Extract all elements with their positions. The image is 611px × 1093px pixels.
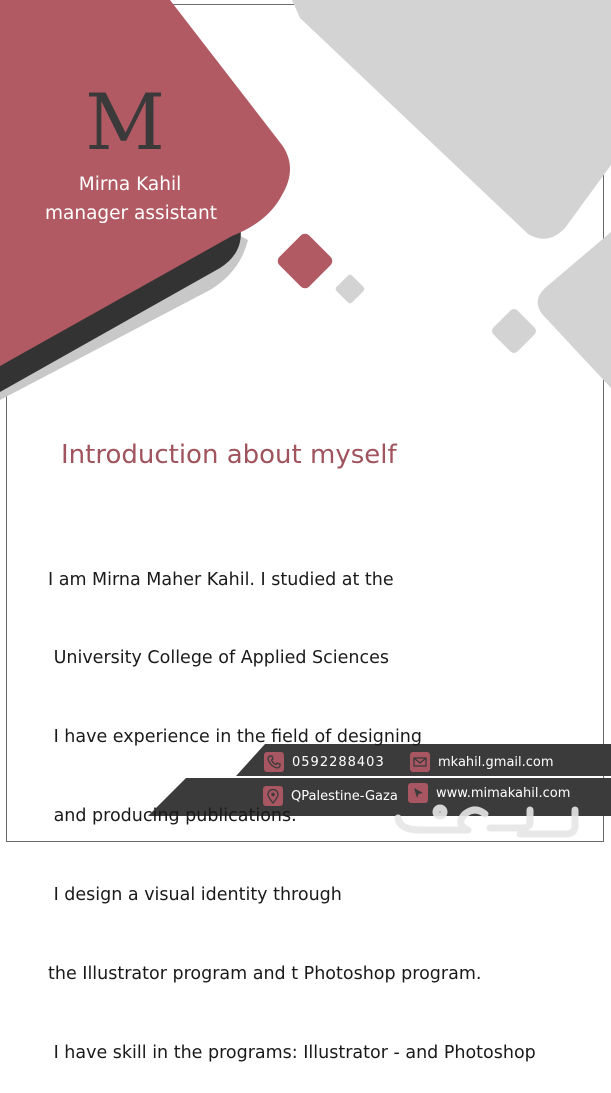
job-title: manager assistant bbox=[45, 203, 217, 224]
watermark-logo bbox=[380, 796, 590, 844]
phone-icon bbox=[264, 752, 284, 772]
person-name: Mirna Kahil bbox=[78, 174, 182, 195]
intro-line: the Illustrator program and t Photoshop program. bbox=[48, 964, 482, 985]
intro-line: I have skill in the programs: Illustrator - and Photoshop bbox=[48, 1042, 536, 1063]
contact-email[interactable] bbox=[410, 752, 554, 772]
phone-number: 0592288403 bbox=[292, 754, 385, 770]
intro-line: University College of Applied Sciences bbox=[48, 648, 389, 669]
small-accent-diamond bbox=[275, 231, 334, 290]
gray-diamond-large bbox=[292, 0, 611, 239]
intro-line: I design a visual identity through bbox=[48, 885, 342, 906]
monogram: M bbox=[85, 78, 165, 168]
contact-location bbox=[263, 786, 398, 806]
intro-line: I am Mirna Maher Kahil. I studied at the bbox=[48, 569, 394, 590]
contact-phone[interactable] bbox=[264, 752, 385, 772]
tiny-gray-diamond bbox=[334, 273, 365, 304]
location-pin-icon bbox=[263, 786, 283, 806]
small-gray-diamond bbox=[490, 307, 538, 355]
intro-line: and producing publications. bbox=[48, 806, 297, 827]
location-text: QPalestine-Gaza bbox=[291, 788, 398, 804]
email-address: mkahil.gmail.com bbox=[438, 754, 554, 770]
website-url: www.mimakahil.com bbox=[436, 785, 571, 801]
intro-line: I have experience in the field of designing bbox=[48, 727, 423, 748]
email-icon bbox=[410, 752, 430, 772]
intro-heading: Introduction about myself bbox=[61, 440, 397, 470]
gray-diamond-right bbox=[538, 232, 611, 388]
